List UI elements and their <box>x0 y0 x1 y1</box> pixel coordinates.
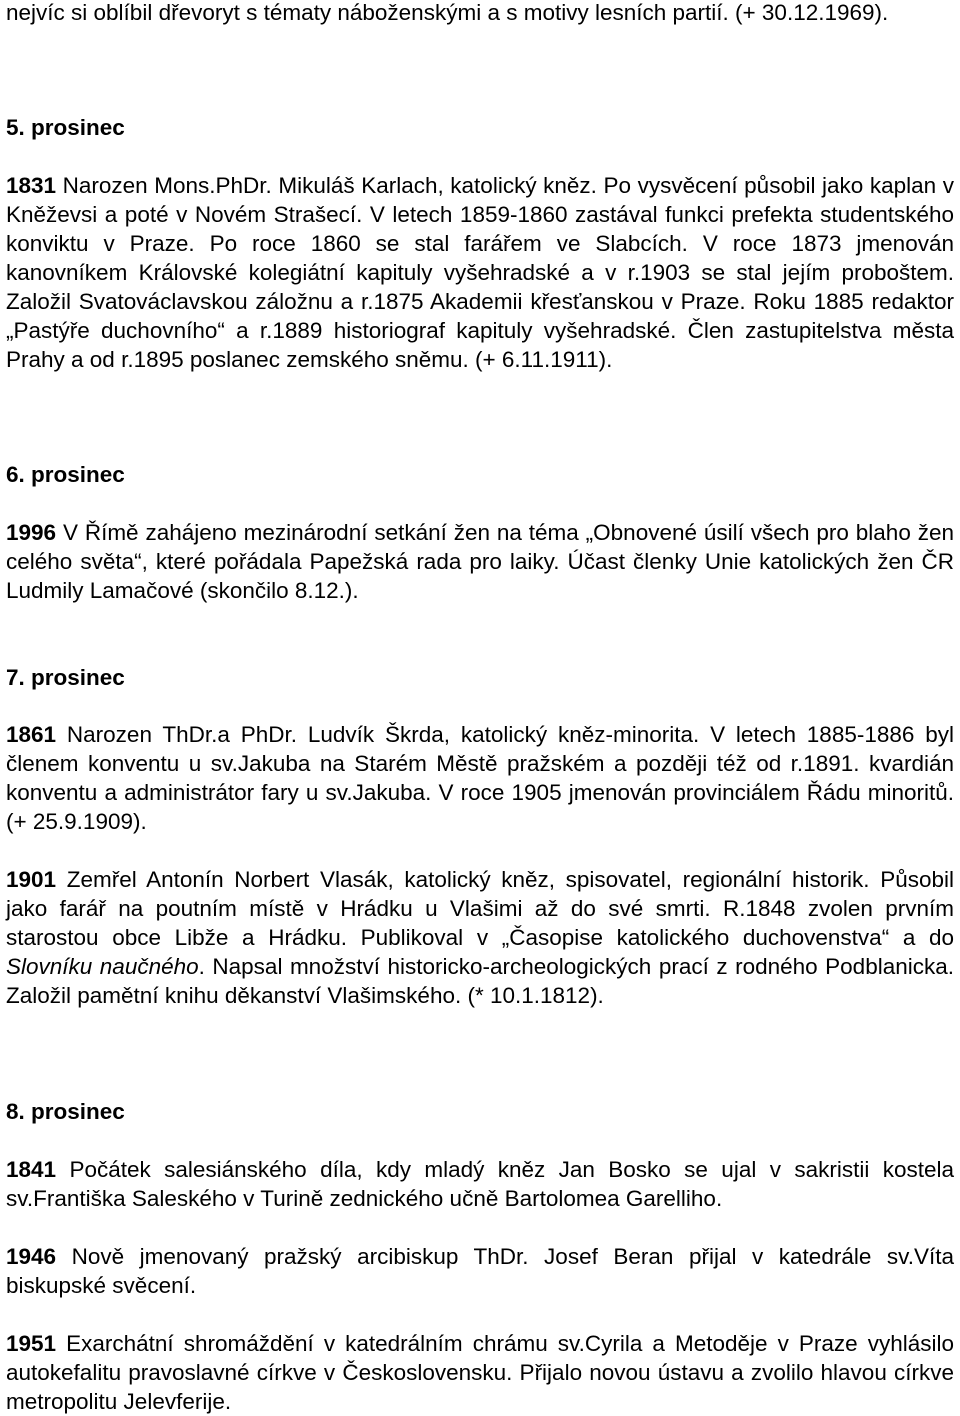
entry-1841 <box>6 1155 954 1213</box>
entry-year: 1861 <box>6 722 57 747</box>
entry-text: Narozen Mons.PhDr. Mikuláš Karlach, katolický kněz. Po vysvěcení působil jako kaplan v Kněževsi a poté v Novém Strašecí. V letech 1859-1860 zastával funkci prefekta studentského konviktu v Praze. Po roce 1860 se stal farářem ve Slabcích. V roce 1873 jmenován kanovníkem Královské kolegiátní kapituly vyšehradské a v r.1903 se stal jejím proboštem. Založil Svatováclavskou záložnu a r.1875 Akademii křesťanskou v Praze. Roku 1885 redaktor „Pastýře duchovního“ a r.1889 historiograf kapituly vyšehradské. Člen zastupitelstva města Prahy a od r.1895 poslanec zemského sněmu. (+ 6.11.1911). <box>6 173 954 372</box>
entry-year: 1841 <box>6 1157 57 1182</box>
entry-1831 <box>6 171 954 374</box>
entry-text: Počátek salesiánského díla, kdy mladý kněz Jan Bosko se ujal v sakristii kostela sv.Františka Saleského v Turině zednického učně Bartolomea Garelliho. <box>6 1157 954 1211</box>
entry-year: 1831 <box>6 173 57 198</box>
section-heading-5-prosinec: 5. prosinec <box>6 115 125 140</box>
entry-year: 1901 <box>6 867 57 892</box>
entry-text: Nově jmenovaný pražský arcibiskup ThDr. Josef Beran přijal v katedrále sv.Víta biskupské svěcení. <box>6 1244 954 1298</box>
entry-1946 <box>6 1242 954 1300</box>
entry-text: Narozen ThDr.a PhDr. Ludvík Škrda, katolický kněz-minorita. V letech 1885-1886 byl členem konventu u sv.Jakuba na Starém Městě pražském a později též od r.1891. kvardián konventu a administrátor fary u sv.Jakuba. V roce 1905 jmenován provinciálem Řádu minoritů. (+ 25.9.1909). <box>6 722 954 834</box>
entry-1901 <box>6 865 954 1010</box>
entry-text: Exarchátní shromáždění v katedrálním chrámu sv.Cyrila a Metoděje v Praze vyhlásilo autokefalitu pravoslavné církve v Československu. Přijalo novou ústavu a zvolilo hlavou církve metropolitu Jelevferije. <box>6 1331 954 1414</box>
continued-paragraph <box>6 0 954 27</box>
entry-1996 <box>6 518 954 605</box>
entry-text: V Římě zahájeno mezinárodní setkání žen na téma „Obnovené úsilí všech pro blaho žen celého světa“, které pořádala Papežská rada pro laiky. Účast členky Unie katolických žen ČR Ludmily Lamačové (skončilo 8.12.). <box>6 520 954 603</box>
entry-year: 1996 <box>6 520 57 545</box>
continued-text: nejvíc si oblíbil dřevoryt s tématy náboženskými a s motivy lesních partií. (+ 30.12.1969). <box>6 0 889 25</box>
entry-text-italic: Slovníku naučného <box>6 954 199 979</box>
section-heading-7-prosinec: 7. prosinec <box>6 665 125 690</box>
entry-text-continued: . Napsal množství historicko-archeologických prací z rodného Podblanicka. Založil pamětní knihu děkanství Vlašimského. (* 10.1.1812). <box>6 954 955 1008</box>
entry-text: Zemřel Antonín Norbert Vlasák, katolický kněz, spisovatel, regionální historik. Působil jako farář na poutním místě v Hrádku u Vlašimi až do své smrti. R.1848 zvolen prvním starostou obce Libže a Hrádku. Publikoval v „Časopise katolického duchovenstva“ a do <box>6 867 954 950</box>
entry-1861 <box>6 720 954 836</box>
entry-1951 <box>6 1329 954 1416</box>
entry-year: 1951 <box>6 1331 57 1356</box>
section-heading-8-prosinec: 8. prosinec <box>6 1099 125 1124</box>
section-heading-6-prosinec: 6. prosinec <box>6 462 125 487</box>
entry-year: 1946 <box>6 1244 57 1269</box>
